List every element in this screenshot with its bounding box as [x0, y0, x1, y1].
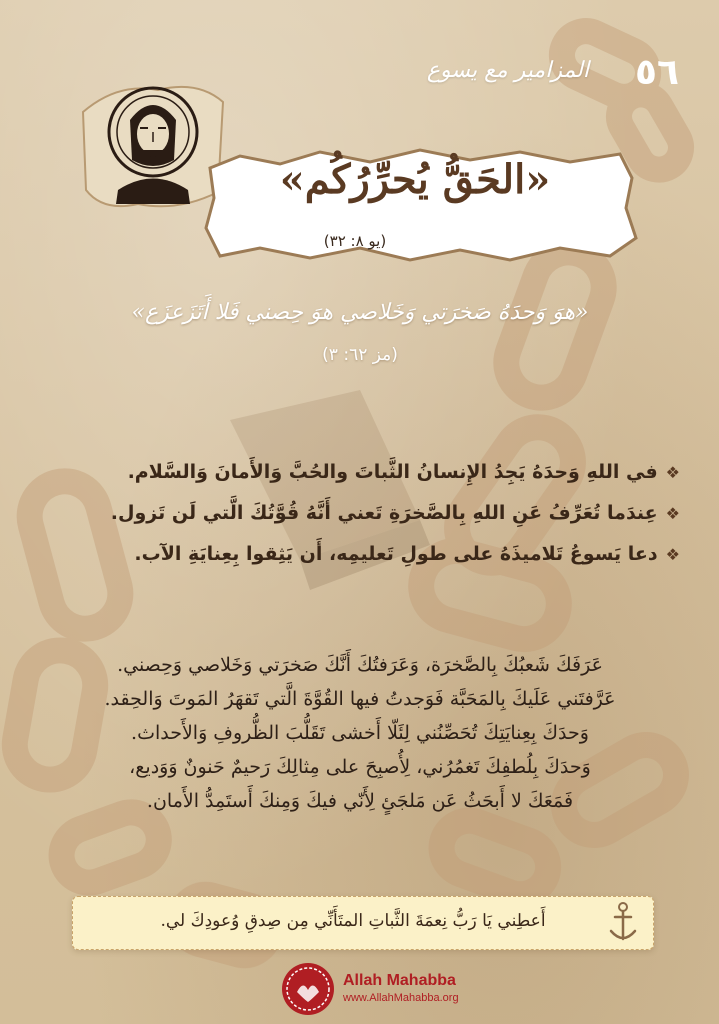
list-item — [40, 534, 680, 575]
closing-prayer-banner — [72, 896, 654, 950]
series-title: المزامير مع يسوع — [426, 58, 589, 83]
logo-url[interactable]: www.AllahMahabba.org — [343, 992, 459, 1004]
prayer-line: فَمَعَكَ لا أَبحَثُ عَن مَلجَئٍ لِأَنّي فيكَ وَمِنكَ أَستَمِدُّ الأَمان. — [146, 790, 574, 812]
verse-reference: (مز ٦٢: ٣) — [322, 345, 398, 365]
allah-mahabba-logo-icon — [281, 962, 335, 1016]
diamond-bullet-icon: ❖ — [665, 463, 680, 482]
reflection-points — [40, 452, 680, 575]
point-text: في اللهِ وَحدَهُ يَجِدُ الإِنسانُ الثَّباتَ والحُبَّ وَالأَمانَ وَالسَّلام. — [127, 461, 658, 483]
banner-text: أَعطِني يَا رَبُّ نِعمَةَ الثَّباتِ المتَأَنِّي مِن صِدقِ وُعودِكَ لي. — [160, 911, 546, 931]
logo-name: Allah Mahabba — [343, 972, 456, 989]
prayer-line: عَرَّفتَني عَلَيكَ بِالمَحَبَّة فَوَجدتُ فيها القُوَّةَ الَّتي تَقهَرُ المَوتَ وَالحِقد. — [104, 688, 616, 710]
prayer-text — [50, 648, 670, 818]
prayer-line: وَحدَكَ بِعِنايَتِكَ تُحَصِّنُني لِئَلّا أَخشى تَقَلُّبَ الظُّروفِ وَالأَحداث. — [131, 722, 589, 744]
diamond-bullet-icon: ❖ — [665, 545, 680, 564]
title-reference: (يو ٨: ٣٢) — [323, 232, 387, 250]
prayer-line: عَرَفَكَ شَعبُكَ بِالصَّخرَة، وَعَرَفتُكَ أَنَّكَ صَخرَتي وَخَلاصي وَحِصني. — [117, 654, 603, 676]
page-number: ٥٦ — [635, 52, 679, 93]
list-item — [40, 493, 680, 534]
anchor-icon — [603, 901, 643, 945]
list-item — [40, 452, 680, 493]
verse-text: «هوَ وَحدَهُ صَخرَتي وَخَلاصي هوَ حِصني فَلا أَتَزَعزَع» — [131, 300, 589, 325]
point-text: عِندَما تُعَرِّفُ عَنِ اللهِ بِالصَّخرَةِ تَعني أَنَّهُ قُوَّتُكَ الَّتي لَن تَزول. — [110, 502, 658, 524]
point-text: دعا يَسوعُ تَلاميذَهُ على طولِ تَعليمِه، أَن يَثِقوا بِعِنايَةِ الآب. — [134, 543, 658, 565]
main-title: «الحَقُّ يُحرِّرُكُم» — [279, 156, 551, 203]
diamond-bullet-icon: ❖ — [665, 504, 680, 523]
prayer-line: وَحدَكَ بِلُطفِكَ تَغمُرُني، لِأُصبِحَ على مِثالِكَ رَحيمٌ حَنونٌ وَوَديع، — [129, 756, 591, 778]
